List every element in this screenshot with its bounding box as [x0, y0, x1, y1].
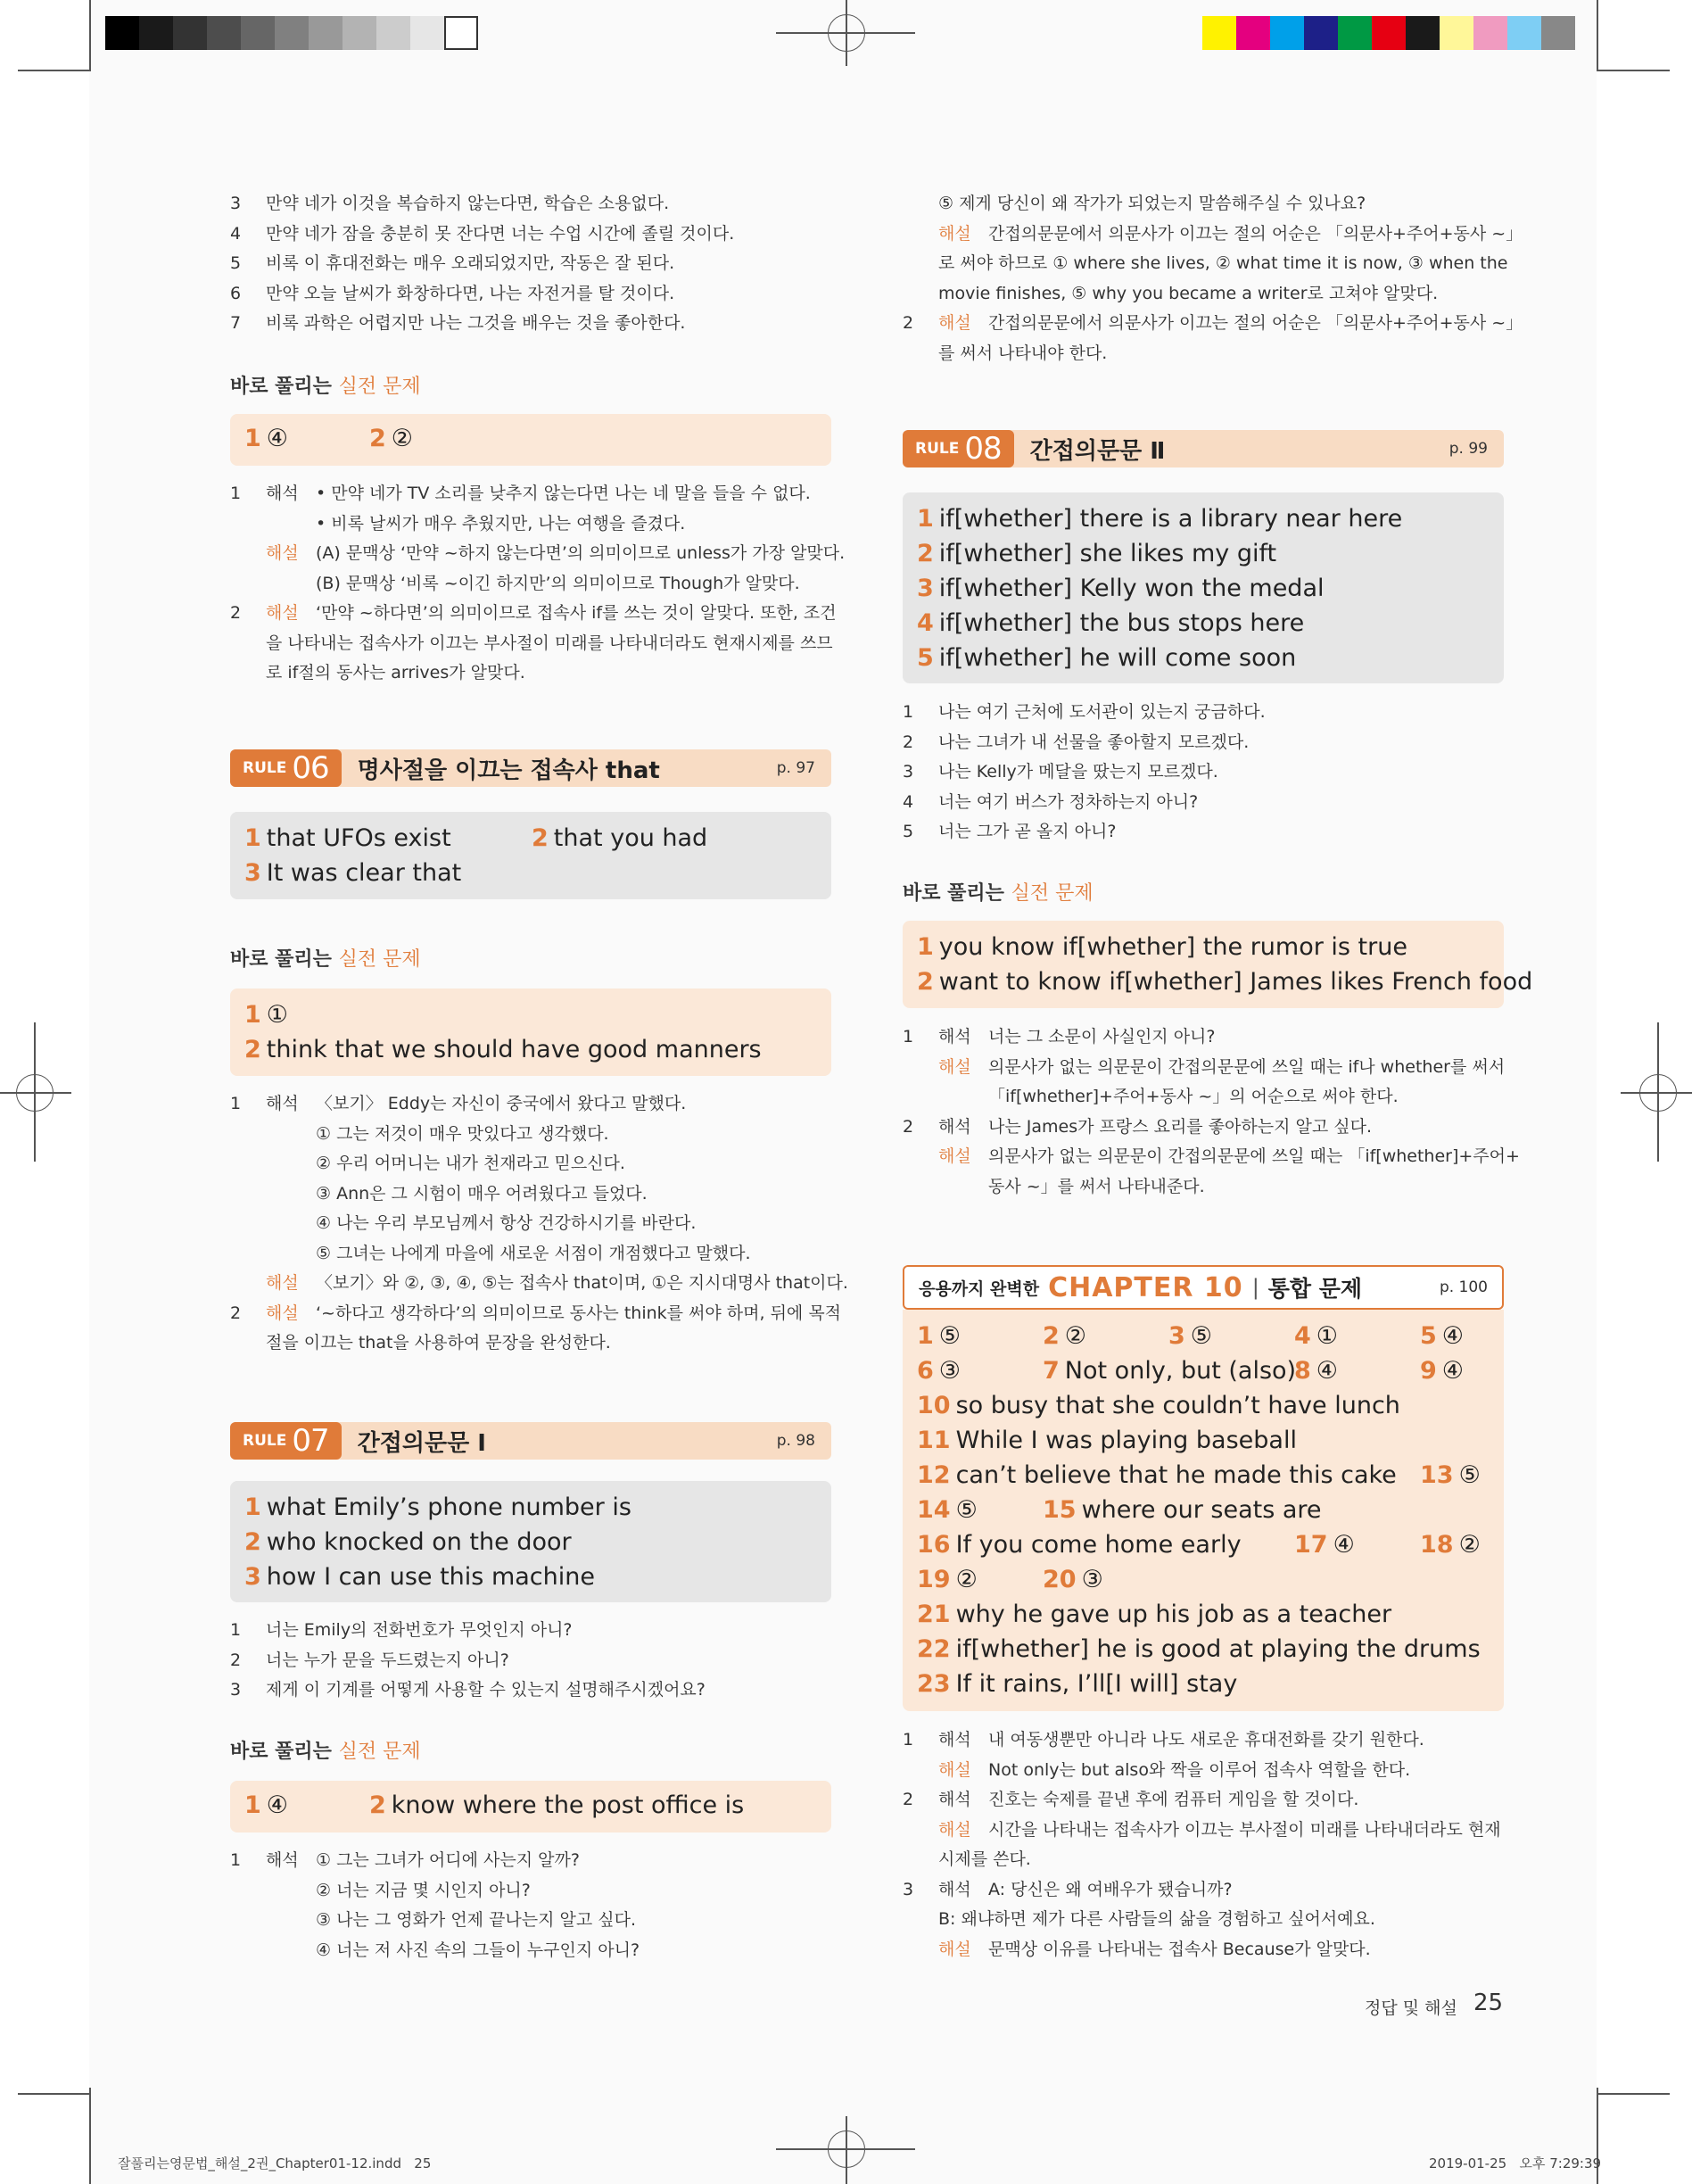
answer-text: if[whether] Kelly won the medal — [938, 575, 1325, 602]
item-number: 1 — [903, 1027, 914, 1046]
item-number: 2 — [903, 1116, 914, 1137]
expl-text: ① 그는 저것이 매우 맛있다고 생각했다. — [316, 1123, 609, 1144]
color-swatch — [275, 16, 309, 50]
color-swatch — [105, 16, 139, 50]
expl-text: Not only는 but also와 짝을 이루어 접속사 역할을 한다. — [988, 1759, 1411, 1780]
color-swatch — [1270, 16, 1304, 50]
color-swatch — [1304, 16, 1338, 50]
label: 해설 — [938, 313, 971, 333]
answer-number: 17 — [1294, 1531, 1328, 1559]
answer-text: ③ — [938, 1357, 962, 1385]
crop-mark — [89, 0, 91, 71]
crop-mark — [1657, 1022, 1659, 1162]
answer-number: 23 — [917, 1670, 951, 1698]
expl-text: A: 당신은 왜 여배우가 됐습니까? — [988, 1879, 1233, 1899]
expl-text: 너는 그 소문이 사실인지 아니? — [988, 1027, 1216, 1046]
practice-answer-box — [230, 414, 831, 466]
expl-text: ‘~하다고 생각하다’의 의미이므로 동사는 think를 써야 하며, 뒤에 목적 — [316, 1303, 842, 1323]
expl-text: ② 너는 지금 몇 시인지 아니? — [316, 1880, 531, 1900]
answer-number: 2 — [1043, 1322, 1060, 1350]
list-item — [230, 189, 837, 219]
item-number: 6 — [230, 283, 242, 303]
item-text: 너는 그가 곧 올지 아니? — [938, 822, 1117, 841]
answer-text: ② — [955, 1566, 978, 1593]
heading-accent: 실전 문제 — [338, 948, 421, 971]
expl-text: (A) 문맥상 ‘만약 ~하지 않는다면’의 의미이므로 unless가 가장 알맞다. — [316, 543, 846, 563]
answer-number: 1 — [244, 1493, 261, 1521]
expl-text: • 비록 날씨가 매우 추웠지만, 나는 여행을 즐겼다. — [316, 513, 686, 534]
list-item — [903, 757, 1518, 788]
item-number: 2 — [230, 1650, 242, 1670]
answer-text: ② — [1458, 1531, 1481, 1559]
list-item — [230, 279, 837, 310]
continued-explanation — [903, 189, 1527, 368]
rule-label: RULE — [243, 1432, 287, 1450]
item-number: 3 — [903, 762, 914, 782]
expl-text: 〈보기〉 Eddy는 자신이 중국에서 왔다고 말했다. — [316, 1094, 687, 1113]
practice-heading — [903, 878, 1094, 906]
answer-text: ④ — [1316, 1357, 1339, 1385]
answer-number: 15 — [1043, 1496, 1077, 1524]
item-number: 3 — [230, 194, 242, 213]
crop-mark — [0, 1092, 71, 1094]
expl-text: 시간을 나타내는 접속사가 이끄는 부사절이 미래를 나타내더라도 현재 — [988, 1819, 1501, 1840]
page-reference: p. 98 — [776, 1432, 815, 1450]
list-item — [903, 698, 1518, 728]
answer-text: If it rains, I’ll[I will] stay — [955, 1670, 1238, 1698]
answer-text: ③ — [1081, 1566, 1103, 1593]
item-number: 4 — [230, 223, 242, 244]
answer-number: 12 — [917, 1461, 951, 1489]
list-item — [230, 309, 837, 339]
color-swatch — [410, 16, 444, 50]
expl-text: B: 왜냐하면 제가 다른 사람들의 삶을 경험하고 싶어서예요. — [938, 1909, 1375, 1929]
color-swatch — [1473, 16, 1507, 50]
heading-accent: 실전 문제 — [1011, 882, 1094, 905]
answer-text: why he gave up his job as a teacher — [955, 1601, 1392, 1628]
item-number: 2 — [230, 1303, 242, 1323]
answer-text: While I was playing baseball — [955, 1427, 1297, 1454]
expl-text: ② 우리 어머니는 내가 천재라고 믿으신다. — [316, 1154, 625, 1173]
answer-text: ④ — [1441, 1357, 1465, 1385]
item-number: 2 — [903, 732, 914, 752]
item-text: 만약 오늘 날씨가 화창하다면, 나는 자전거를 탈 것이다. — [266, 283, 675, 303]
answer-number: 5 — [1420, 1322, 1437, 1350]
expl-text: 시제를 쓴다. — [938, 1849, 1031, 1869]
answer-text: where our seats are — [1081, 1496, 1322, 1524]
expl-text: 의문사가 없는 의문문이 간접의문문에 쓰일 때는 「if[whether]+주어+ — [988, 1146, 1520, 1166]
footer-section-label: 정답 및 해설 — [1365, 1998, 1457, 2018]
color-swatch — [1541, 16, 1575, 50]
answer-text: you know if[whether] the rumor is true — [938, 933, 1407, 961]
item-number: 7 — [230, 313, 242, 333]
item-text: 너는 Emily의 전화번호가 무엇인지 아니? — [266, 1620, 573, 1640]
item-number: 1 — [230, 1850, 242, 1870]
list-item — [230, 1675, 846, 1706]
answer-number: 1 — [244, 1791, 261, 1819]
practice-heading — [230, 371, 421, 399]
rule-title: 간접의문문 Ⅱ — [1029, 437, 1166, 465]
label: 해석 — [266, 1850, 299, 1870]
answer-number: 18 — [1420, 1531, 1454, 1559]
answer-number: 8 — [1294, 1357, 1311, 1385]
label: 해설 — [266, 1273, 299, 1293]
answer-number: 9 — [1420, 1357, 1437, 1385]
expl-text: ③ Ann은 그 시험이 매우 어려웠다고 들었다. — [316, 1183, 648, 1204]
item-text: 비록 과학은 어렵지만 나는 그것을 배우는 것을 좋아한다. — [266, 313, 686, 333]
answer-number: 21 — [917, 1601, 951, 1628]
heading-part: 바로 풀리는 — [230, 375, 339, 398]
expl-text: 「if[whether]+주어+동사 ~」의 어순으로 써야 한다. — [988, 1087, 1399, 1106]
color-swatch — [343, 16, 376, 50]
answer-text: ④ — [266, 425, 289, 452]
expl-text: ④ 너는 저 사진 속의 그들이 누구인지 아니? — [316, 1940, 640, 1960]
answer-text: who knocked on the door — [266, 1528, 572, 1556]
color-swatch — [309, 16, 343, 50]
rule-07-header — [230, 1422, 831, 1460]
answer-text: ⑤ — [1190, 1322, 1213, 1350]
crop-mark — [1598, 70, 1670, 71]
answer-number: 1 — [244, 425, 261, 452]
answer-text: that you had — [553, 824, 708, 852]
color-swatch — [444, 16, 478, 50]
rule-number: 08 — [964, 431, 1002, 467]
answer-text: ① — [1316, 1322, 1339, 1350]
answer-number: 1 — [244, 824, 261, 852]
answer-number: 14 — [917, 1496, 951, 1524]
item-number: 5 — [230, 253, 242, 273]
answer-number: 4 — [917, 609, 934, 637]
answer-text: if[whether] the bus stops here — [938, 609, 1305, 637]
answer-text: can’t believe that he made this cake — [955, 1461, 1397, 1489]
rule-translation-list — [230, 1616, 846, 1706]
chapter-header — [903, 1265, 1504, 1310]
rule-number: 06 — [292, 750, 329, 786]
expl-text: 의문사가 없는 의문문이 간접의문문에 쓰일 때는 if나 whether를 써서 — [988, 1056, 1506, 1077]
rule-06-header — [230, 749, 831, 787]
list-item — [230, 1646, 846, 1676]
expl-text: ③ 나는 그 영화가 언제 끝나는지 알고 싶다. — [316, 1910, 637, 1930]
item-text: 만약 네가 이것을 복습하지 않는다면, 학습은 소용없다. — [266, 194, 670, 213]
item-number: 1 — [903, 1730, 914, 1750]
crop-mark — [1597, 0, 1598, 71]
answer-number: 7 — [1043, 1357, 1060, 1385]
expl-text: 을 나타내는 접속사가 이끄는 부사절이 미래를 나타내더라도 현재시제를 쓰므 — [266, 633, 833, 653]
label: 해설 — [266, 1303, 299, 1323]
crop-mark — [34, 1022, 36, 1162]
crop-mark — [1621, 1092, 1692, 1094]
expl-text: 〈보기〉와 ②, ③, ④, ⑤는 접속사 that이며, ①은 지시대명사 that이다. — [316, 1273, 848, 1293]
list-item — [903, 728, 1518, 758]
answer-number: 20 — [1043, 1566, 1077, 1593]
label: 해설 — [938, 1056, 971, 1077]
expl-text: 간접의문문에서 의문사가 이끄는 절의 어순은 「의문사+주어+동사 ~」 — [988, 223, 1523, 244]
label: 해석 — [938, 1879, 971, 1899]
label: 해석 — [938, 1116, 971, 1137]
answer-text: want to know if[whether] James likes French food — [938, 968, 1533, 996]
rule-answer-box — [230, 812, 831, 899]
crop-mark — [1598, 2093, 1670, 2095]
answer-text: ⑤ — [1458, 1461, 1481, 1489]
label: 해석 — [266, 1094, 299, 1113]
rule-label: RULE — [915, 440, 960, 458]
rule-answer-box — [230, 1481, 831, 1602]
expl-text: ‘만약 ~하다면’의 의미이므로 접속사 if를 쓰는 것이 알맞다. 또한, 조건 — [316, 603, 837, 623]
practice-explanation — [230, 479, 846, 689]
answer-number: 10 — [917, 1392, 951, 1419]
label: 해설 — [938, 1939, 971, 1959]
answer-text: think that we should have good manners — [266, 1036, 762, 1063]
rule-label: RULE — [243, 759, 287, 777]
heading-part: 바로 풀리는 — [230, 947, 339, 971]
practice-answer-box — [903, 921, 1533, 1008]
item-text: 너는 누가 문을 두드렸는지 아니? — [266, 1650, 509, 1670]
crop-mark — [846, 2116, 847, 2184]
rule-title: 명사절을 이끄는 접속사 that — [357, 757, 660, 784]
chapter-title: CHAPTER 10 — [1048, 1271, 1243, 1303]
rule-answer-box — [903, 492, 1504, 683]
color-swatch — [1440, 16, 1473, 50]
label: 해설 — [938, 1759, 971, 1780]
expl-text: 로 써야 하므로 ① where she lives, ② what time it is now, ③ when the — [938, 253, 1508, 273]
answer-number: 22 — [917, 1635, 951, 1663]
answer-number: 2 — [369, 425, 386, 452]
item-text: 비록 이 휴대전화는 매우 오래되었지만, 작동은 잘 된다. — [266, 253, 675, 273]
heading-accent: 실전 문제 — [338, 376, 421, 398]
item-number: 3 — [903, 1879, 914, 1899]
color-swatch — [173, 16, 207, 50]
item-number: 5 — [903, 822, 914, 841]
answer-text: how I can use this machine — [266, 1563, 595, 1591]
chapter-prefix: 응용까지 완벽한 — [919, 1278, 1040, 1299]
item-number: 4 — [903, 791, 914, 812]
answer-number: 3 — [917, 575, 934, 602]
expl-text: 문맥상 이유를 나타내는 접속사 Because가 알맞다. — [988, 1939, 1371, 1959]
answer-text: if[whether] she likes my gift — [938, 540, 1277, 567]
expl-text: movie finishes, ⑤ why you became a writer로 고쳐야 알맞다. — [938, 283, 1439, 303]
rule-badge — [230, 749, 342, 787]
answer-number: 2 — [369, 1791, 386, 1819]
item-number: 3 — [230, 1680, 242, 1700]
answer-text: if[whether] he is good at playing the drums — [955, 1635, 1481, 1663]
rule-title: 간접의문문 Ⅰ — [357, 1429, 486, 1457]
answer-text: ④ — [266, 1791, 289, 1819]
color-swatch — [1507, 16, 1541, 50]
practice-answer-box — [230, 1781, 831, 1832]
page-reference: p. 100 — [1439, 1278, 1488, 1296]
rule-badge — [230, 1422, 342, 1460]
answer-number: 3 — [244, 1563, 261, 1591]
item-number: 1 — [230, 484, 242, 503]
chapter-separator: | — [1251, 1275, 1259, 1300]
expl-text: 를 써서 나타내야 한다. — [938, 343, 1108, 363]
chapter-explanation — [903, 1725, 1527, 1965]
color-swatch — [1338, 16, 1372, 50]
item-number: 2 — [903, 313, 914, 333]
crop-mark — [89, 2088, 91, 2184]
answer-number: 11 — [917, 1427, 951, 1454]
color-swatch — [1406, 16, 1440, 50]
item-text: 나는 Kelly가 메달을 땄는지 모르겠다. — [938, 762, 1218, 782]
label: 해설 — [938, 1819, 971, 1840]
answer-text: that UFOs exist — [266, 824, 451, 852]
label: 해설 — [938, 1146, 971, 1166]
item-text: 만약 네가 잠을 충분히 못 잔다면 너는 수업 시간에 졸릴 것이다. — [266, 223, 735, 244]
answer-text: ④ — [1441, 1322, 1465, 1350]
crop-mark — [18, 2093, 89, 2095]
answer-number: 3 — [1168, 1322, 1185, 1350]
page-reference: p. 99 — [1449, 440, 1488, 458]
expl-text: (B) 문맥상 ‘비록 ~이긴 하지만’의 의미이므로 Though가 알맞다. — [316, 573, 800, 593]
print-file-name: 잘풀리는영문법_해설_2권_Chapter01-12.indd 25 — [118, 2155, 432, 2172]
item-text: 나는 여기 근처에 도서관이 있는지 궁금하다. — [938, 702, 1266, 722]
list-item — [230, 1616, 846, 1646]
answer-number: 1 — [917, 933, 934, 961]
list-item — [903, 788, 1518, 818]
rule-08-header — [903, 430, 1504, 467]
label: 해설 — [266, 603, 299, 623]
item-number: 2 — [230, 603, 242, 623]
expl-text: 동사 ~」를 써서 나타내준다. — [988, 1176, 1205, 1196]
answer-text: ② — [391, 425, 414, 452]
answer-number: 13 — [1420, 1461, 1454, 1489]
expl-text: ① 그는 그녀가 어디에 사는지 알까? — [316, 1850, 580, 1870]
label: 해석 — [938, 1790, 971, 1809]
chapter-answer-box — [903, 1310, 1504, 1711]
expl-text: 로 if절의 동사는 arrives가 알맞다. — [266, 663, 525, 682]
expl-text: ④ 나는 우리 부모님께서 항상 건강하시기를 바란다. — [316, 1213, 697, 1233]
answer-number: 2 — [532, 824, 549, 852]
list-item — [903, 817, 1518, 848]
expl-text: ⑤ 그녀는 나에게 마을에 새로운 서점이 개점했다고 말했다. — [316, 1243, 751, 1263]
practice-heading — [230, 944, 421, 972]
list-item — [230, 249, 837, 279]
expl-text: 내 여동생뿐만 아니라 나도 새로운 휴대전화를 갖기 원한다. — [988, 1730, 1424, 1750]
answer-text: Not only, but (also) — [1064, 1357, 1297, 1385]
answer-text: ① — [266, 1001, 289, 1029]
page-number: 25 — [1473, 1990, 1504, 2016]
practice-explanation — [230, 1846, 846, 1965]
answer-number: 1 — [244, 1001, 261, 1029]
practice-answer-box — [230, 989, 831, 1076]
intro-translation-list — [230, 189, 837, 339]
rule-number: 07 — [292, 1423, 329, 1459]
answer-number: 2 — [244, 1036, 261, 1063]
item-text: 나는 그녀가 내 선물을 좋아할지 모르겠다. — [938, 732, 1250, 752]
practice-explanation — [230, 1089, 846, 1359]
item-text: 너는 여기 버스가 정차하는지 아니? — [938, 791, 1199, 812]
label: 해설 — [266, 543, 299, 563]
answer-text: if[whether] he will come soon — [938, 644, 1297, 672]
chapter-subtitle: 통합 문제 — [1267, 1276, 1363, 1302]
color-swatch — [207, 16, 241, 50]
practice-explanation — [903, 1022, 1527, 1202]
expl-text: 절을 이끄는 that을 사용하여 문장을 완성한다. — [266, 1333, 611, 1353]
color-swatch — [241, 16, 275, 50]
expl-text: • 만약 네가 TV 소리를 낮추지 않는다면 나는 네 말을 들을 수 없다. — [316, 484, 811, 503]
answer-text: ④ — [1333, 1531, 1355, 1559]
color-swatch — [1372, 16, 1406, 50]
grey-swatch-strip — [105, 16, 478, 50]
answer-text: It was clear that — [266, 859, 462, 887]
item-text: 제게 이 기계를 어떻게 사용할 수 있는지 설명해주시겠어요? — [266, 1680, 706, 1700]
answer-number: 6 — [917, 1357, 934, 1385]
answer-number: 1 — [917, 505, 934, 533]
practice-heading — [230, 1736, 421, 1764]
answer-number: 5 — [917, 644, 934, 672]
answer-text: so busy that she couldn’t have lunch — [955, 1392, 1400, 1419]
item-number: 2 — [903, 1790, 914, 1809]
answer-number: 3 — [244, 859, 261, 887]
expl-text: 간접의문문에서 의문사가 이끄는 절의 어순은 「의문사+주어+동사 ~」 — [988, 313, 1523, 333]
answer-number: 2 — [244, 1528, 261, 1556]
print-timestamp: 2019-01-25 오후 7:29:39 — [1429, 2155, 1602, 2172]
answer-number: 1 — [917, 1322, 934, 1350]
answer-number: 16 — [917, 1531, 951, 1559]
answer-text: ⑤ — [938, 1322, 962, 1350]
crop-mark — [18, 70, 89, 71]
item-number: 1 — [903, 702, 914, 722]
expl-text: 나는 James가 프랑스 요리를 좋아하는지 알고 싶다. — [988, 1116, 1372, 1137]
expl-text: ⑤ 제게 당신이 왜 작가가 되었는지 말씀해주실 수 있나요? — [938, 194, 1366, 213]
answer-number: 2 — [917, 968, 934, 996]
answer-text: ⑤ — [955, 1496, 978, 1524]
color-swatch-strip — [1202, 16, 1575, 50]
label: 해석 — [266, 484, 299, 503]
expl-text: 진호는 숙제를 끝낸 후에 컴퓨터 게임을 할 것이다. — [988, 1790, 1359, 1809]
answer-text: If you come home early — [955, 1531, 1242, 1559]
item-number: 1 — [230, 1620, 242, 1640]
answer-number: 4 — [1294, 1322, 1311, 1350]
crop-mark — [846, 0, 847, 66]
color-swatch — [1236, 16, 1270, 50]
answer-text: what Emily’s phone number is — [266, 1493, 631, 1521]
label: 해석 — [938, 1730, 971, 1750]
color-swatch — [1202, 16, 1236, 50]
rule-translation-list — [903, 698, 1518, 848]
label: 해석 — [938, 1027, 971, 1046]
answer-text: if[whether] there is a library near here — [938, 505, 1403, 533]
label: 해설 — [938, 223, 971, 244]
heading-accent: 실전 문제 — [338, 1741, 421, 1763]
list-item — [230, 219, 837, 250]
page-reference: p. 97 — [776, 759, 815, 777]
answer-text: know where the post office is — [391, 1791, 745, 1819]
rule-badge — [903, 430, 1014, 467]
answer-text: ② — [1064, 1322, 1087, 1350]
item-number: 1 — [230, 1094, 242, 1113]
heading-part: 바로 풀리는 — [903, 881, 1011, 905]
color-swatch — [139, 16, 173, 50]
answer-number: 19 — [917, 1566, 951, 1593]
answer-number: 2 — [917, 540, 934, 567]
color-swatch — [376, 16, 410, 50]
heading-part: 바로 풀리는 — [230, 1740, 339, 1763]
